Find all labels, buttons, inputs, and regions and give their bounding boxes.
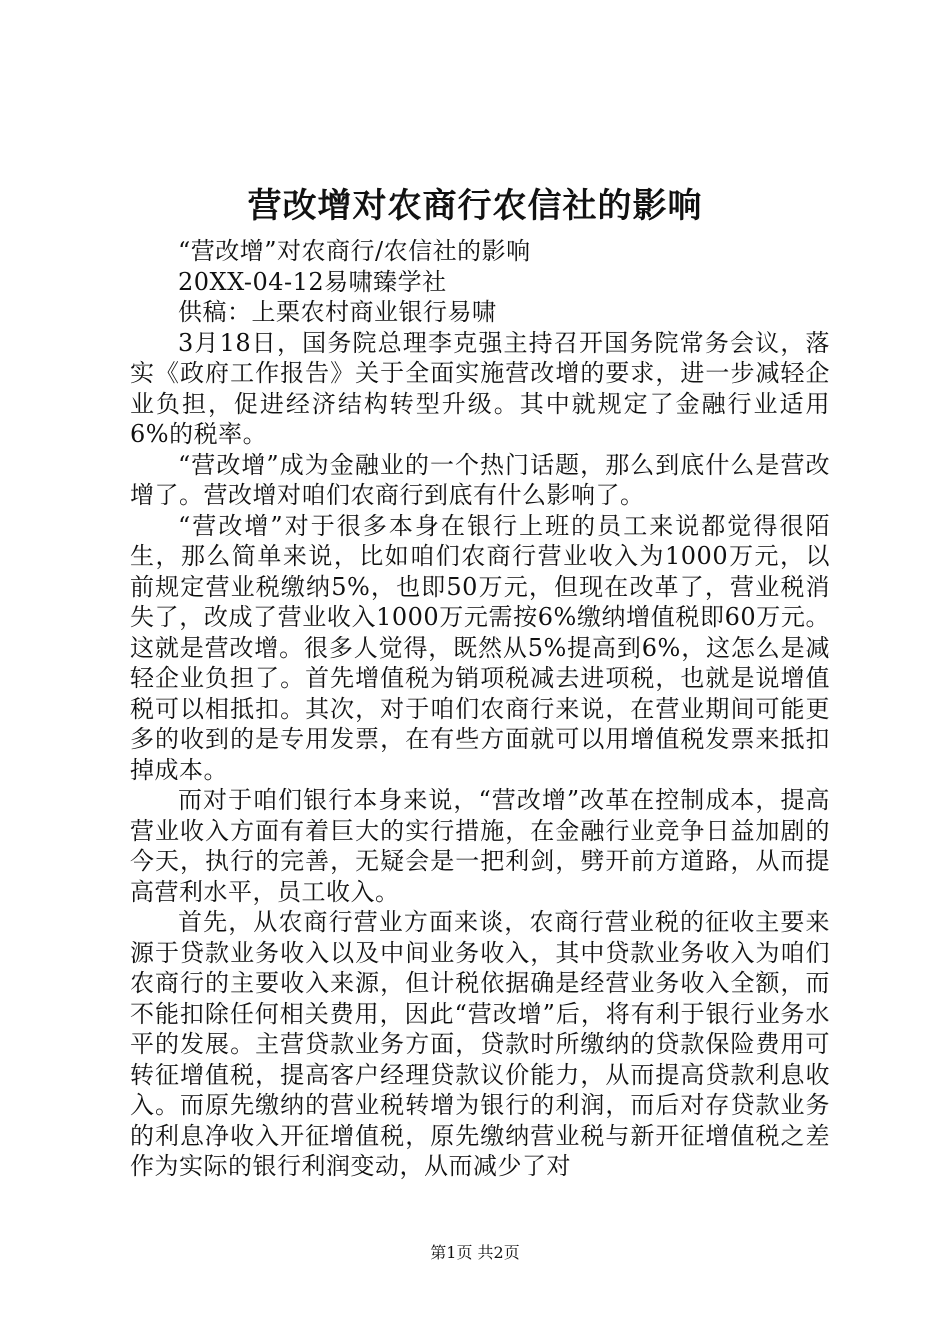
- document-body: [130, 236, 830, 1182]
- date-source-line: 20XX-04-12易啸臻学社: [178, 267, 447, 296]
- body-paragraph: 3月18日，国务院总理李克强主持召开国务院常务会议，落实《政府工作报告》关于全面实施营改增的要求，进一步减轻企业负担，促进经济结构转型升级。其中就规定了金融行业适用6%的税率。: [130, 328, 830, 448]
- body-paragraph: 而对于咱们银行本身来说，“营改增”改革在控制成本，提高营业收入方面有着巨大的实行措施，在金融行业竞争日益加剧的今天，执行的完善，无疑会是一把利剑，劈开前方道路，从而提高营利水平，员工收入。: [130, 786, 830, 906]
- body-paragraph: 首先，从农商行营业方面来谈，农商行营业税的征收主要来源于贷款业务收入以及中间业务收入，其中贷款业务收入为咱们农商行的主要收入来源，但计税依据确是经营业务收入全额，而不能扣除任何相关费用，因此“营改增”后，将有利于银行业务水平的发展。主营贷款业务方面，贷款时所缴纳的贷款保险费用可转征增值税，提高客户经理贷款议价能力，从而提高贷款利息收入。而原先缴纳的营业税转增为银行的利润，而后对存贷款业务的利息净收入开征增值税，原先缴纳营业税与新开征增值税之差作为实际的银行利润变动，从而减少了对: [130, 908, 830, 1180]
- body-paragraph: “营改增”成为金融业的一个热门话题，那么到底什么是营改增了。营改增对咱们农商行到底有什么影响了。: [130, 450, 830, 509]
- contributor-line: 供稿：上栗农村商业银行易啸: [178, 298, 497, 326]
- subtitle-line: “营改增”对农商行/农信社的影响: [178, 237, 531, 265]
- document-title: 营改增对农商行农信社的影响: [247, 186, 703, 226]
- body-paragraph: “营改增”对于很多本身在银行上班的员工来说都觉得很陌生，那么简单来说，比如咱们农商行营业收入为1000万元，以前规定营业税缴纳5%，也即50万元，但现在改革了，营业税消失了，改成了营业收入1000万元需按6%缴纳增值税即60万元。这就是营改增。很多人觉得，既然从5%提高到6%，这怎么是减轻企业负担了。首先增值税为销项税减去进项税，也就是说增值税可以相抵扣。其次，对于咱们农商行来说，在营业期间可能更多的收到的是专用发票，在有些方面就可以用增值税发票来抵扣掉成本。: [130, 511, 830, 784]
- page-number: 第1页 共2页: [430, 1243, 520, 1262]
